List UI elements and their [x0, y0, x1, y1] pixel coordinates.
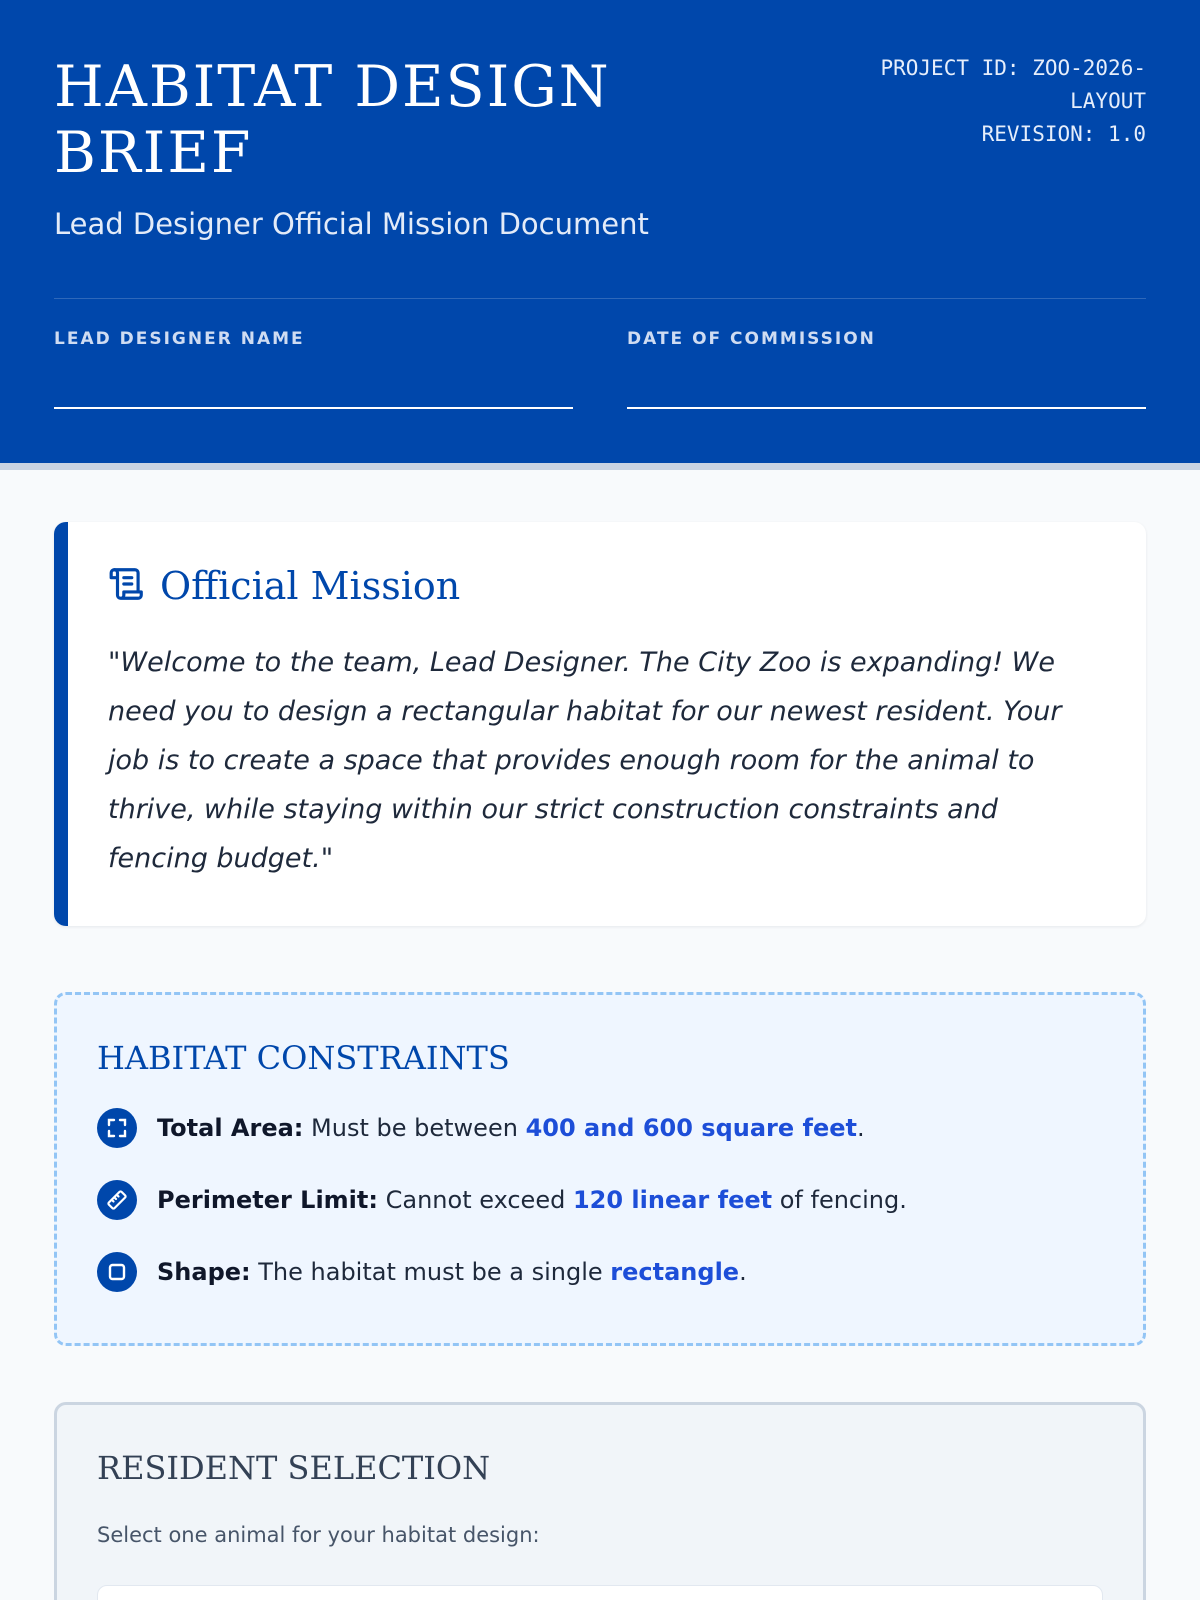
constraint-shape-pre: The habitat must be a single [258, 1258, 603, 1286]
constraint-area [97, 1107, 1103, 1149]
ruler-icon [97, 1180, 137, 1220]
constraint-perimeter-label: Perimeter Limit: [157, 1186, 378, 1214]
commission-date-label: DATE OF COMMISSION [627, 329, 876, 349]
designer-name-field[interactable] [54, 329, 573, 409]
constraint-shape-post: . [739, 1258, 747, 1286]
constraint-perimeter-post: of fencing. [779, 1186, 907, 1214]
constraints-title: HABITAT CONSTRAINTS [97, 1039, 510, 1077]
constraint-area-value: 400 and 600 square feet [525, 1114, 857, 1142]
expand-icon [97, 1108, 137, 1148]
signature-fields [54, 329, 1146, 409]
animal-option-card[interactable] [97, 1585, 1103, 1600]
page-title: HABITAT DESIGN BRIEF [54, 54, 611, 186]
mission-heading [108, 564, 1106, 608]
revision: REVISION: 1.0 [981, 122, 1146, 146]
commission-date-field[interactable] [627, 329, 1146, 409]
page-subtitle: Lead Designer Official Mission Document [54, 207, 649, 241]
square-icon [97, 1252, 137, 1292]
project-id: PROJECT ID: ZOO-2026-LAYOUT [880, 56, 1146, 113]
constraint-area-pre: Must be between [311, 1114, 518, 1142]
commission-date-line[interactable] [627, 407, 1146, 409]
mission-text: "Welcome to the team, Lead Designer. The City Zoo is expanding! We need you to design a rectangular habitat for our newest resident. Your job is to create a space that provides enough room for the animal to thrive, while staying within our strict construction constraints and fencing budget." [108, 647, 1062, 874]
constraint-area-label: Total Area: [157, 1114, 304, 1142]
header-divider [54, 298, 1146, 299]
project-meta [826, 52, 1146, 151]
constraint-area-post: . [856, 1114, 865, 1142]
constraints-box [54, 992, 1146, 1346]
resident-instructions: Select one animal for your habitat design: [97, 1523, 540, 1547]
constraint-perimeter-pre: Cannot exceed [385, 1186, 566, 1214]
main-content [0, 470, 1200, 1600]
designer-name-label: LEAD DESIGNER NAME [54, 329, 305, 349]
brief-header [0, 0, 1200, 470]
constraint-shape-label: Shape: [157, 1258, 251, 1286]
constraint-shape [97, 1251, 1103, 1293]
constraint-perimeter-value: 120 linear feet [572, 1186, 773, 1214]
mission-card [54, 522, 1146, 926]
resident-selection [54, 1402, 1146, 1600]
designer-name-line[interactable] [54, 407, 573, 409]
resident-title: RESIDENT SELECTION [97, 1449, 491, 1487]
constraint-perimeter [97, 1179, 1103, 1221]
scroll-icon [108, 565, 146, 607]
mission-title: Official Mission [160, 564, 461, 608]
constraint-shape-value: rectangle [610, 1258, 740, 1286]
